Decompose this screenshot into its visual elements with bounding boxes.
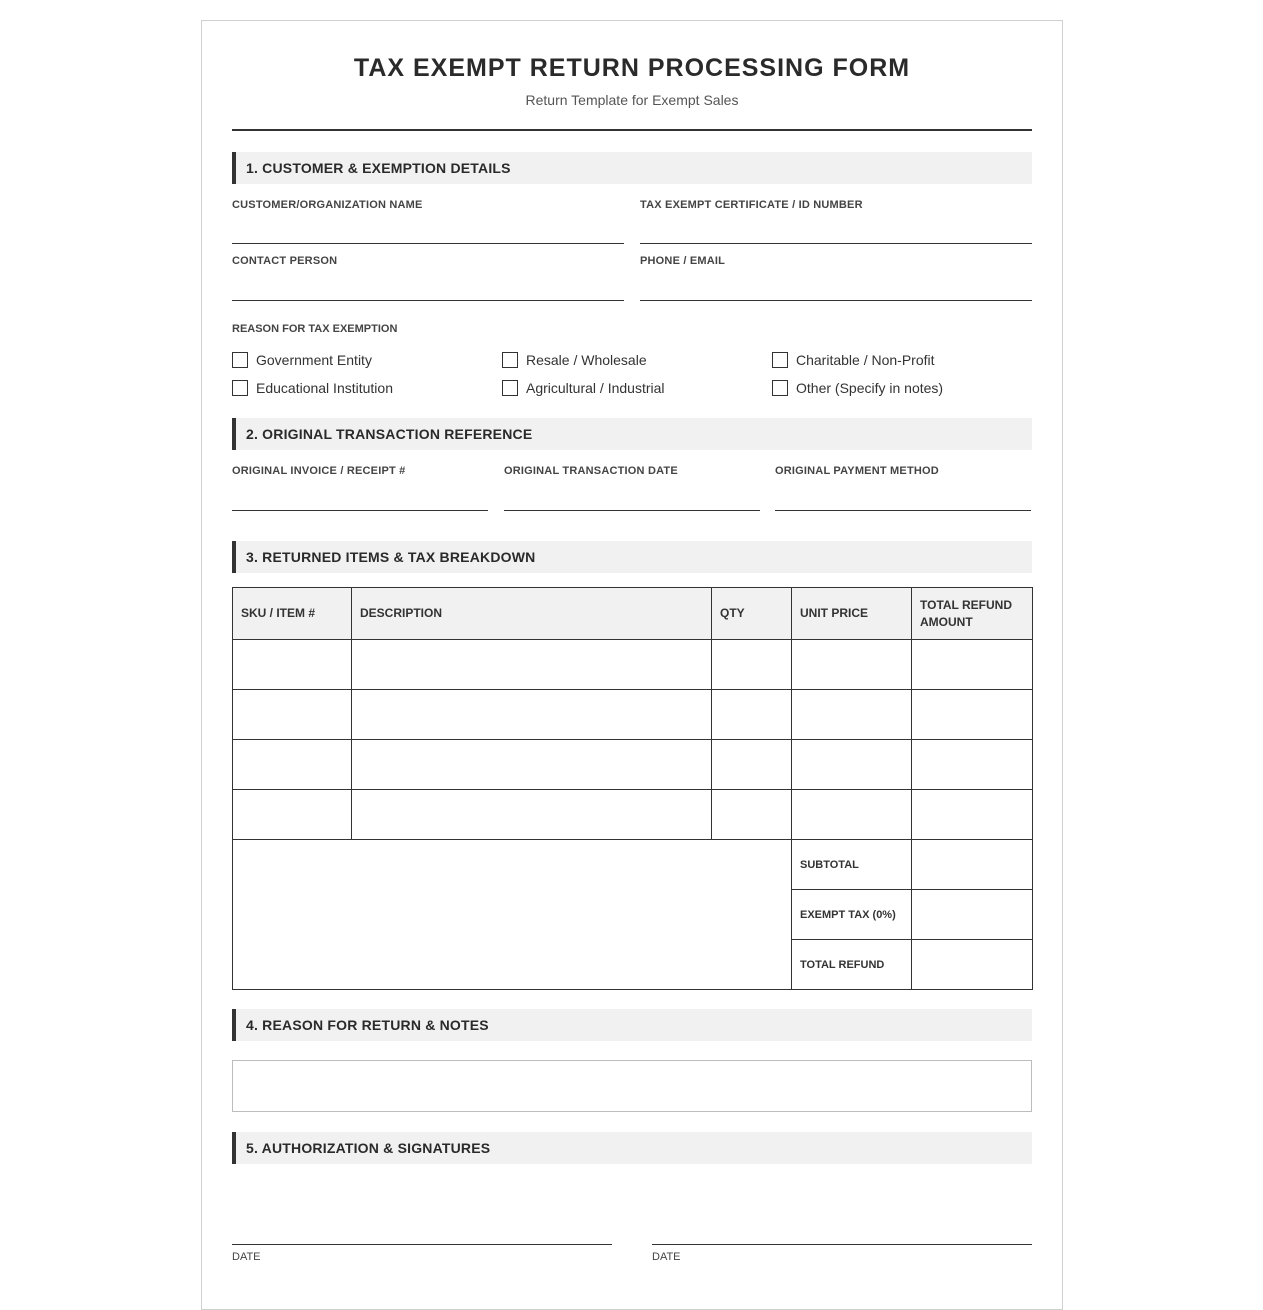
table-row (233, 790, 1033, 840)
checkbox-box[interactable] (232, 352, 248, 368)
phone-email-line (640, 300, 1032, 301)
column-header-unit-price: UNIT PRICE (792, 588, 912, 640)
exempt-tax-label: EXEMPT TAX (0%) (792, 890, 912, 940)
checkbox-box[interactable] (772, 380, 788, 396)
customer-name-line (232, 243, 624, 244)
signature-date-label-right: DATE (652, 1251, 681, 1263)
unit-price-cell[interactable] (792, 690, 912, 740)
checkbox-label: Government Entity (256, 352, 372, 368)
form-subtitle: Return Template for Exempt Sales (525, 92, 739, 108)
checkbox-box[interactable] (772, 352, 788, 368)
total-refund-cell[interactable] (912, 690, 1033, 740)
qty-cell[interactable] (712, 740, 792, 790)
form-title: TAX EXEMPT RETURN PROCESSING FORM (353, 54, 911, 82)
checkbox-label: Agricultural / Industrial (526, 380, 665, 396)
total-refund-cell[interactable] (912, 790, 1033, 840)
section-heading-items: 3. RETURNED ITEMS & TAX BREAKDOWN (232, 541, 1032, 573)
signature-line-left[interactable] (232, 1244, 612, 1245)
customer-name-label: CUSTOMER/ORGANIZATION NAME (232, 199, 423, 211)
original-invoice-line (232, 510, 488, 511)
subtotal-row (233, 840, 1033, 890)
sku-cell[interactable] (233, 640, 352, 690)
phone-email-field[interactable] (640, 255, 1032, 267)
column-header-total-refund: TOTAL REFUND AMOUNT (912, 588, 1033, 640)
exempt-tax-value-cell[interactable] (912, 890, 1033, 940)
sku-cell[interactable] (233, 790, 352, 840)
unit-price-cell[interactable] (792, 740, 912, 790)
notes-textarea[interactable] (232, 1060, 1032, 1112)
table-row (233, 740, 1033, 790)
table-row (233, 690, 1033, 740)
checkbox-label: Other (Specify in notes) (796, 380, 944, 396)
unit-price-cell[interactable] (792, 640, 912, 690)
original-date-line (504, 510, 760, 511)
contact-person-label: CONTACT PERSON (232, 255, 338, 267)
column-header-description: DESCRIPTION (352, 588, 712, 640)
checkbox-charitable[interactable] (772, 352, 935, 368)
header-divider (232, 129, 1032, 131)
returned-items-table (232, 587, 1033, 990)
certificate-line (640, 243, 1032, 244)
signature-date-label-left: DATE (232, 1251, 261, 1263)
qty-cell[interactable] (712, 640, 792, 690)
checkbox-government[interactable] (232, 352, 372, 368)
certificate-field[interactable] (640, 199, 1032, 211)
original-date-field[interactable] (504, 465, 760, 477)
section-heading-authorization: 5. AUTHORIZATION & SIGNATURES (232, 1132, 1032, 1164)
qty-cell[interactable] (712, 690, 792, 740)
payment-method-line (775, 510, 1031, 511)
total-refund-cell[interactable] (912, 640, 1033, 690)
totals-blank-area (233, 840, 792, 990)
checkbox-label: Educational Institution (256, 380, 393, 396)
total-refund-label: TOTAL REFUND (792, 940, 912, 990)
exemption-reason-label: REASON FOR TAX EXEMPTION (232, 323, 398, 335)
table-row (233, 640, 1033, 690)
description-cell[interactable] (352, 690, 712, 740)
signature-line-right[interactable] (652, 1244, 1032, 1245)
checkbox-label: Charitable / Non-Profit (796, 352, 935, 368)
description-cell[interactable] (352, 790, 712, 840)
customer-name-field[interactable] (232, 199, 624, 211)
description-cell[interactable] (352, 640, 712, 690)
total-refund-cell[interactable] (912, 740, 1033, 790)
description-cell[interactable] (352, 740, 712, 790)
checkbox-label: Resale / Wholesale (526, 352, 647, 368)
payment-method-field[interactable] (775, 465, 1031, 477)
section-heading-notes: 4. REASON FOR RETURN & NOTES (232, 1009, 1032, 1041)
phone-email-label: PHONE / EMAIL (640, 255, 726, 267)
form-page (201, 20, 1063, 1310)
sku-cell[interactable] (233, 690, 352, 740)
table-header-row (233, 588, 1033, 640)
checkbox-resale[interactable] (502, 352, 647, 368)
section-heading-transaction: 2. ORIGINAL TRANSACTION REFERENCE (232, 418, 1032, 450)
checkbox-agricultural[interactable] (502, 380, 665, 396)
column-header-qty: QTY (712, 588, 792, 640)
original-invoice-label: ORIGINAL INVOICE / RECEIPT # (232, 465, 406, 477)
checkbox-box[interactable] (232, 380, 248, 396)
section-heading-customer: 1. CUSTOMER & EXEMPTION DETAILS (232, 152, 1032, 184)
checkbox-box[interactable] (502, 380, 518, 396)
qty-cell[interactable] (712, 790, 792, 840)
contact-person-field[interactable] (232, 255, 624, 267)
column-header-sku: SKU / ITEM # (233, 588, 352, 640)
checkbox-educational[interactable] (232, 380, 393, 396)
subtotal-value-cell[interactable] (912, 840, 1033, 890)
original-date-label: ORIGINAL TRANSACTION DATE (504, 465, 678, 477)
sku-cell[interactable] (233, 740, 352, 790)
certificate-label: TAX EXEMPT CERTIFICATE / ID NUMBER (640, 199, 863, 211)
total-refund-value-cell[interactable] (912, 940, 1033, 990)
contact-person-line (232, 300, 624, 301)
unit-price-cell[interactable] (792, 790, 912, 840)
checkbox-other[interactable] (772, 380, 943, 396)
payment-method-label: ORIGINAL PAYMENT METHOD (775, 465, 939, 477)
original-invoice-field[interactable] (232, 465, 488, 477)
checkbox-box[interactable] (502, 352, 518, 368)
subtotal-label: SUBTOTAL (792, 840, 912, 890)
